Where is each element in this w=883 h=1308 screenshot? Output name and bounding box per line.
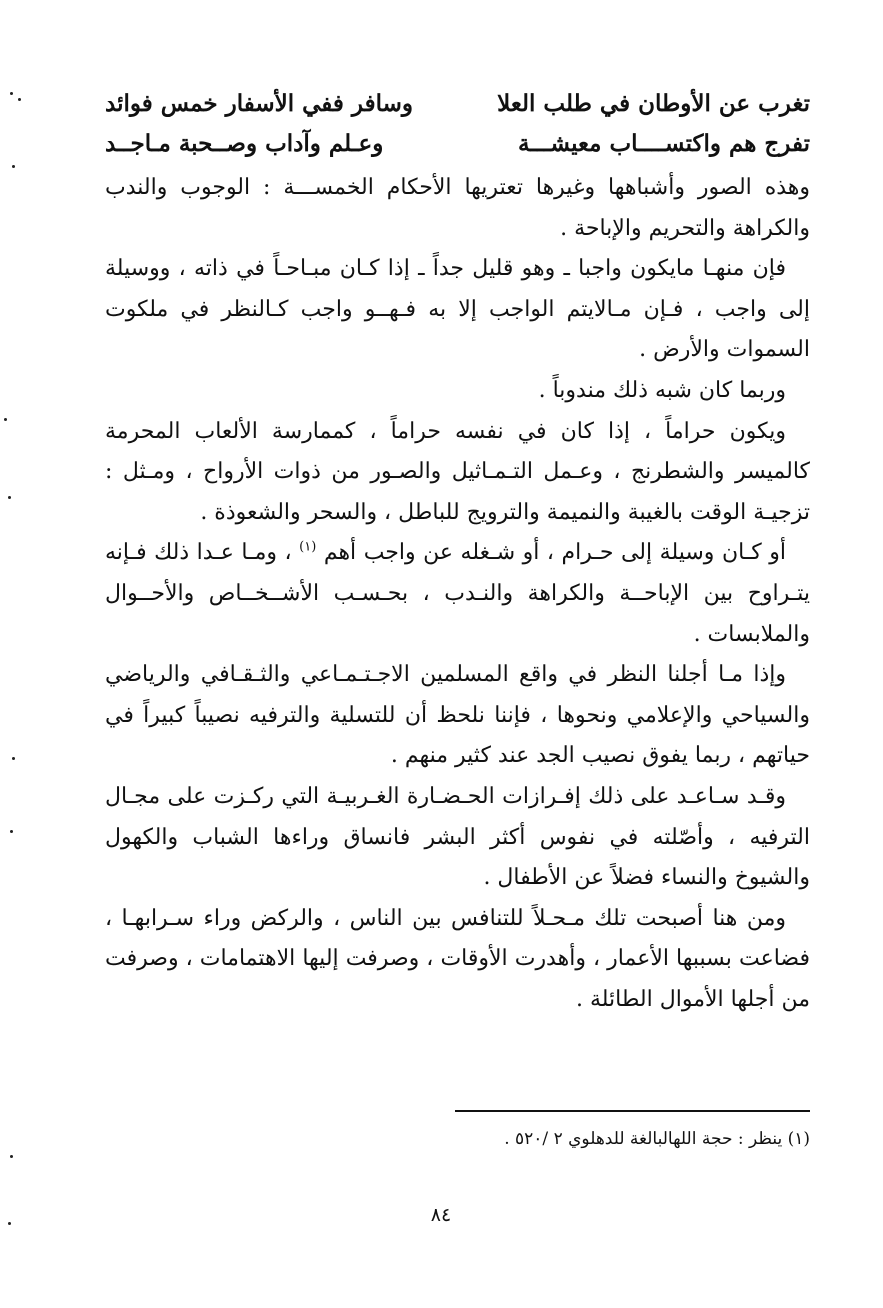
scan-speck [4,418,7,421]
footnote-reference-marker: (١) [299,540,317,556]
paragraph-1: وهذه الصور وأشباهها وغيرها تعتريها الأحكام الخمســـة : الوجوب والندب والكراهة والتحريم والإباحة . [105,175,810,241]
scan-speck [18,98,21,101]
verse-block [105,84,810,164]
verse-line-1 [105,84,810,124]
verse-line-2-second-hemistich: وعـلم وآداب وصــحبة مـاجــد [105,130,384,157]
scan-speck [8,1222,11,1225]
paragraph-7: وقـد سـاعـد على ذلك إفـرازات الحـضـارة الغـربيـة التي ركـزت على مجـال الترفيه ، وأصّلته في نفوس أكثر البشر فانساق وراءها الشباب والكهول والشيوخ والنساء فضلاً عن الأطفال . [105,783,810,891]
paragraph-6: وإذا مـا أجلنا النظر في واقع المسلمين الاجـتـمـاعي والثـقـافي والرياضي والسياحي والإعلامي ونحوها ، فإننا نلحظ أن للتسلية والترفيه نصيباً كبيراً في حياتهم ، ربما يفوق نصيب الجد عند كثير منهم . [105,662,810,769]
paragraph-3: وربما كان شبه ذلك مندوباً . [538,377,786,403]
page-number: ٨٤ [430,1204,452,1226]
scan-speck [12,757,15,760]
paragraph-5 [105,533,810,655]
verse-line-2-first-hemistich: تفرج هم واكتســــاب معيشـــة [518,130,810,157]
footnote-divider [455,1110,810,1112]
verse-line-1-first-hemistich: تغرب عن الأوطان في طلب العلا [497,90,810,117]
body-text [105,168,810,1020]
paragraph-5-text-before: أو كـان وسيلة إلى حـرام ، أو شـغله عن واجب أهم [323,540,786,566]
scan-speck [10,830,13,833]
footnote: (١) ينظر : حجة اللهالبالغة للدهلوي ٢ /٥٢٠ . [504,1129,810,1149]
paragraph-5-text-after: ، ومـا عـدا ذلك فـإنه يتـراوح بين الإباحــة والكراهة والنـدب ، بحـسـب الأشــخــاص والأحــوال والملابسات . [105,540,810,647]
paragraph-2: فإن منهـا مايكون واجبا ـ وهو قليل جداً ـ إذا كـان مبـاحـاً في ذاته ، ووسيلة إلى واجب ، فـإن مـالايتم الواجب إلا به فـهــو واجب كـالنظر في ملكوت السموات والأرض . [105,256,810,363]
scan-speck [10,92,13,95]
scan-speck [8,496,11,499]
verse-line-1-second-hemistich: وسافر ففي الأسفار خمس فوائد [105,90,414,117]
verse-line-2 [105,124,810,164]
scan-speck [10,1155,13,1158]
paragraph-8: ومن هنا أصبحت تلك مـحـلاً للتنافس بين الناس ، والركض وراء سـرابهـا ، فضاعت بسببها الأعمار ، وأهدرت الأوقات ، وصرفت إليها الاهتمامات ، وصرفت من أجلها الأموال الطائلة . [105,905,810,1012]
paragraph-4: ويكون حراماً ، إذا كان في نفسه حراماً ، كممارسة الألعاب المحرمة كالميسر والشطرنج ، وعـمل التـمـاثيل والصـور من ذوات الأرواح ، ومـثل : تزجيـة الوقت بالغيبة والنميمة والترويج للباطل ، والسحر والشعوذة . [105,418,810,525]
scan-speck [12,165,15,168]
